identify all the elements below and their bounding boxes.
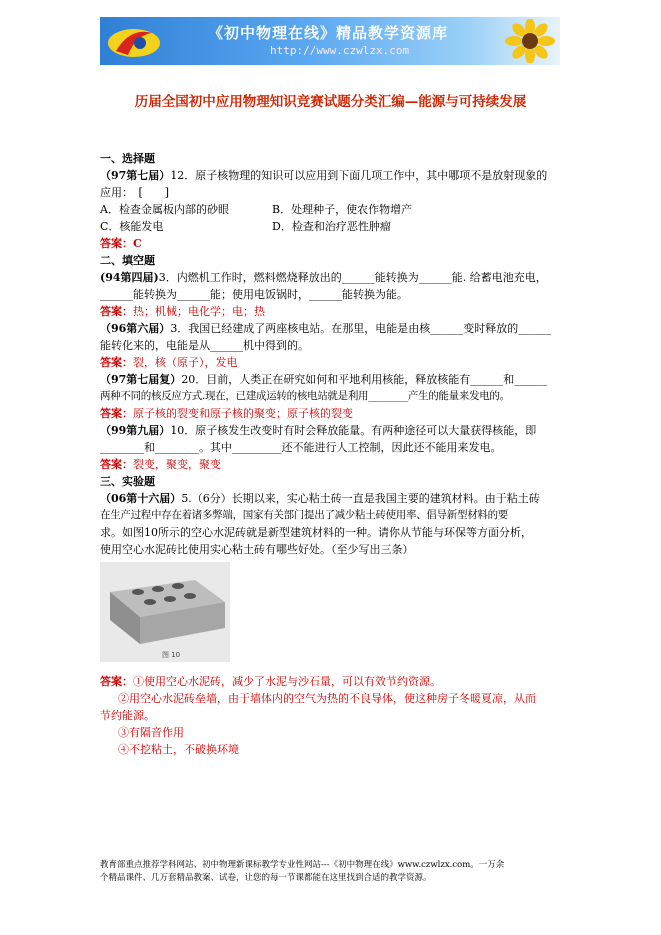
question-tag: （06第十六届） [100,492,182,505]
answer-fill-4 [100,456,562,473]
answer-text: 裂，核（原子），发电 [133,356,238,369]
question-choice-1 [100,167,562,184]
answer-label: 答案： [100,458,133,471]
question-text: 3．我国已经建成了两座核电站。在那里，电能是由核______变时释放的______ [170,322,552,335]
answer-text: 热；机械；电化学；电；热 [133,305,265,318]
answer-choice-1 [100,235,562,252]
hollow-brick-figure [100,562,230,662]
answer-label: 答案： [100,356,133,369]
question-text-cont: 使用空心水泥砖比使用实心粘土砖有哪些好处。（至少写出三条） [100,543,414,556]
section-heading-experiment: 三、实验题 [100,475,155,488]
document-title: 历届全国初中应用物理知识竞赛试题分类汇编—能源与可持续发展 [134,94,527,110]
options-row-1 [100,201,562,218]
footer-line-2: 个精品课件、几万套精品教案、试卷，让您的每一节课都能在这里找到合适的教学资源。 [100,873,432,883]
option-d: D．检查和治疗恶性肿瘤 [272,220,391,233]
question-text: 10．原子核发生改变时有时会释放能量。有两种途径可以大量获得核能，即 [170,424,537,437]
question-text-cont: ________和________。其中_________还不能进行人工控制，因此还不能用来发电。 [100,441,502,454]
page-footer [100,859,562,885]
question-tag: （99第九届） [100,424,171,437]
answer-label: 答案： [100,237,133,250]
question-text: 20．目前，人类正在研究如何和平地利用核能，释放核能有______和______ [181,373,548,386]
answer-item-4: ④不挖粘土，不破换环境 [118,743,239,756]
answer-label: 答案： [100,305,133,318]
answer-fill-1 [100,303,562,320]
option-c: C．核能发电 [100,220,164,233]
answer-text: 裂变，聚变，聚变 [133,458,221,471]
answer-item-2: ②用空心水泥砖垒墙，由于墙体内的空气为热的不良导体，使这种房子冬暖夏凉，从而 [118,692,536,705]
banner-title: 《初中物理在线》精品教学资源库 [208,24,449,42]
question-fill-2 [100,320,562,337]
answer-fill-2 [100,354,562,371]
logo-icon [106,21,164,61]
question-fill-1 [100,269,562,286]
question-text: 5.（6分）长期以来，实心粘土砖一直是我国主要的建筑材料。由于粘土砖 [181,492,540,505]
question-fill-4 [100,422,562,439]
banner-url[interactable]: http://www.czwlzx.com [270,44,410,57]
question-text-cont: 能转化来的，电能是从______机中得到的。 [100,339,309,352]
question-text-cont: ______能转换为______能；使用电饭锅时，______能转换为能。 [100,288,408,301]
option-a: A．检查金属板内部的砂眼 [100,203,229,216]
answer-item-3: ③有隔音作用 [118,726,184,739]
question-text-cont: 求。如图10所示的空心水泥砖就是新型建筑材料的一种。请你从节能与环保等方面分析， [100,526,532,539]
option-b: B．处理种子，使农作物增产 [272,203,413,216]
question-fill-3 [100,371,562,388]
question-tag: （97第七届复） [100,373,182,386]
question-tag: (94第四届) [100,271,159,284]
question-experiment-1 [100,490,562,507]
answer-item-2-cont: 节约能源。 [100,709,155,722]
answer-fill-3 [100,405,562,422]
section-heading-choice: 一、选择题 [100,152,155,165]
footer-line-1: 教育部重点推荐学科网站、初中物理新课标教学专业性网站---《初中物理在线》www.czwlzx.com。一万余 [100,860,505,870]
document-body [100,150,562,758]
answer-text: 原子核的裂变和原子核的聚变；原子核的裂变 [133,407,353,420]
answer-experiment-1 [100,673,562,690]
answer-label: 答案： [100,675,133,688]
question-text-cont: 两种不同的核反应方式.现在，已建成运转的核电站就是利用________产生的能量来发电的。 [100,390,510,402]
sunflower-icon [502,19,558,63]
answer-label: 答案： [100,407,133,420]
answer-item-1: ①使用空心水泥砖，减少了水泥与沙石量，可以有效节约资源。 [133,675,441,688]
question-text-cont: 应用： [ ] [100,186,170,199]
answer-text: C [133,237,142,250]
figure-caption: 图 10 [162,651,181,659]
question-text-cont: 在生产过程中存在着诸多弊端，国家有关部门提出了减少粘土砖使用率、倡导新型材料的要 [100,509,508,521]
question-tag: （97第七届） [100,169,171,182]
options-row-2 [100,218,562,235]
header-banner [100,17,560,65]
question-tag: （96第六届） [100,322,171,335]
question-text: 12．原子核物理的知识可以应用到下面几项工作中，其中哪项不是放射现象的 [170,169,548,182]
question-text: 3．内燃机工作时，燃料燃烧释放出的______能转换为______能. 给蓄电池充电， [158,271,547,284]
section-heading-fill: 二、填空题 [100,254,155,267]
